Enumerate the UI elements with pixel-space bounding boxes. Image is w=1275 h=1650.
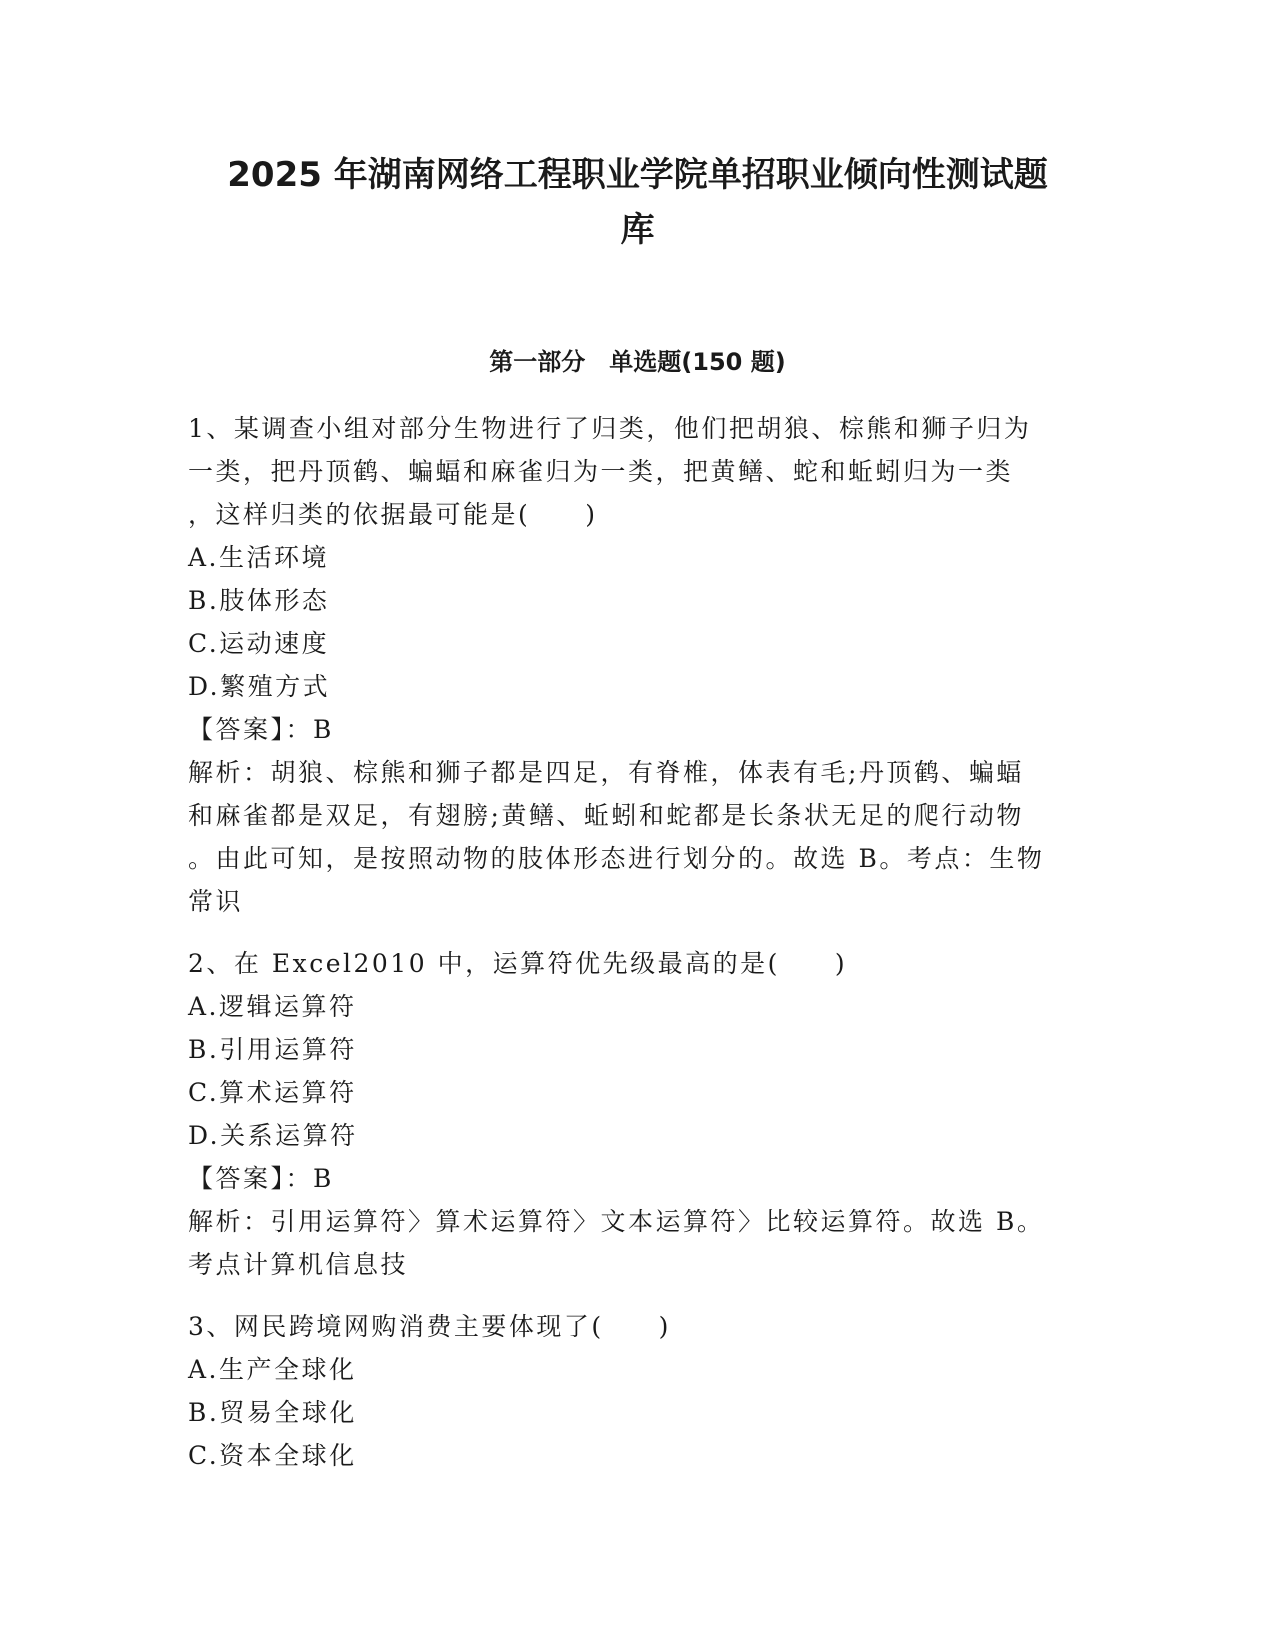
option-c: C.运动速度 [188,629,330,658]
question-2 [188,942,1088,1286]
option-d: D.关系运算符 [188,1121,358,1150]
explanation-line: 解析：引用运算符〉算术运算符〉文本运算符〉比较运算符。故选 B。 [188,1207,1045,1236]
question-stem-line: ，这样归类的依据最可能是( ) [188,500,598,529]
document-title [150,148,1125,258]
question-3 [188,1305,1088,1477]
option-c: C.算术运算符 [188,1078,357,1107]
option-a: A.生活环境 [188,543,330,572]
document-title-line-2: 库 [620,210,655,250]
option-b: B.肢体形态 [188,586,330,615]
question-list [188,407,1088,1477]
explanation-line: 。由此可知，是按照动物的肢体形态进行划分的。故选 B。考点：生物 [188,844,1045,873]
explanation-line: 和麻雀都是双足，有翅膀;黄鳝、蚯蚓和蛇都是长条状无足的爬行动物 [188,801,1024,830]
question-stem-line: 2、在 Excel2010 中，运算符优先级最高的是( ) [188,949,848,978]
question-stem-line: 一类，把丹顶鹤、蝙蝠和麻雀归为一类，把黄鳝、蛇和蚯蚓归为一类 [188,457,1014,486]
explanation-line: 解析：胡狼、棕熊和狮子都是四足，有脊椎，体表有毛;丹顶鹤、蝙蝠 [188,758,1024,787]
question-spacer [188,923,1088,942]
document-title-line-1: 2025 年湖南网络工程职业学院单招职业倾向性测试题 [227,155,1048,195]
question-stem-line: 1、某调查小组对部分生物进行了归类，他们把胡狼、棕熊和狮子归为 [188,414,1032,443]
section-title: 第一部分 单选题(150 题) [489,348,786,376]
option-a: A.逻辑运算符 [188,992,357,1021]
question-spacer [188,1286,1088,1305]
answer-line: 【答案】：B [188,715,334,744]
option-b: B.引用运算符 [188,1035,357,1064]
question-1 [188,407,1088,923]
question-stem-line: 3、网民跨境网购消费主要体现了( ) [188,1312,671,1341]
answer-line: 【答案】：B [188,1164,334,1193]
option-a: A.生产全球化 [188,1355,357,1384]
explanation-line: 常识 [188,887,244,916]
option-c: C.资本全球化 [188,1441,357,1470]
option-b: B.贸易全球化 [188,1398,357,1427]
option-d: D.繁殖方式 [188,672,331,701]
explanation-line: 考点计算机信息技 [188,1250,409,1279]
